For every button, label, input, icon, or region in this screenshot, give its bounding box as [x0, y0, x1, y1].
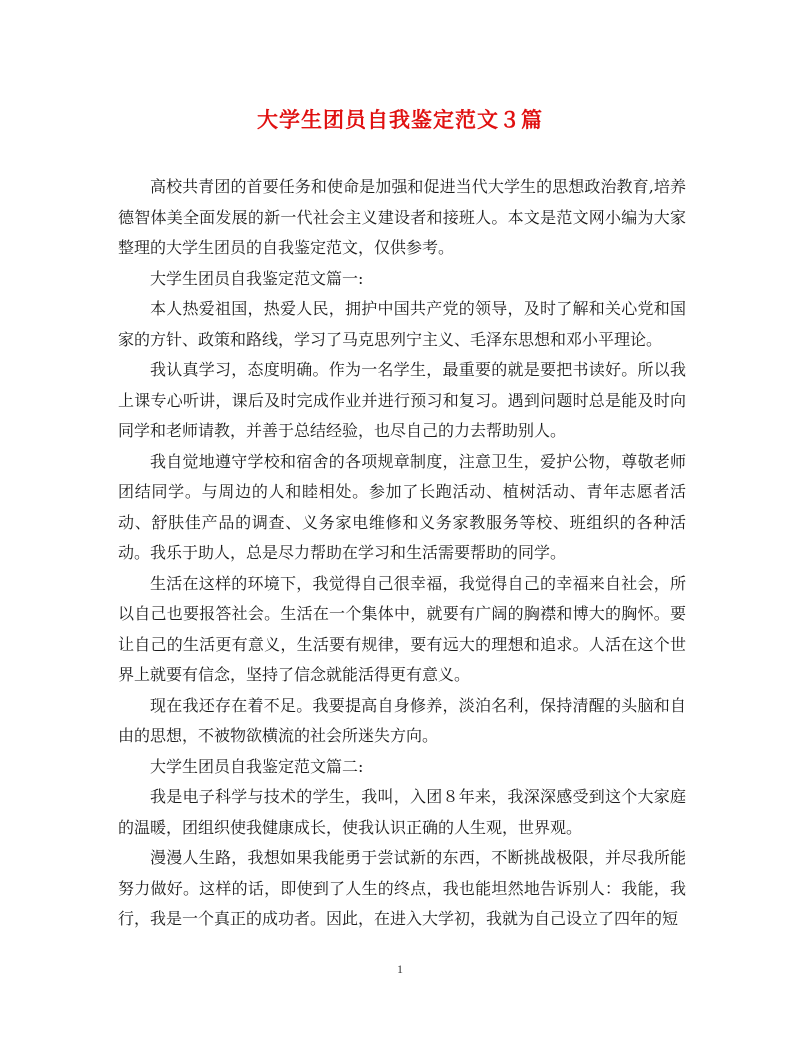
section-heading-1: 大学生团员自我鉴定范文篇一: [150, 268, 364, 288]
page-number: 1 [397, 962, 403, 976]
document-title: 大学生团员自我鉴定范文３篇 [257, 107, 543, 132]
paragraph: 漫漫人生路，我想如果我能勇于尝试新的东西，不断挑战极限，并尽我所能努力做好。这样的话，即使到了人生的终点，我也能坦然地告诉别人：我能，我行，我是一个真正的成功者。因此，在进入大学初，我就为自己设立了四年的短 [118, 848, 686, 928]
document-body [118, 172, 686, 935]
paragraph: 本人热爱祖国，热爱人民，拥护中国共产党的领导，及时了解和关心党和国家的方针、政策和路线，学习了马克思列宁主义、毛泽东思想和邓小平理论。 [118, 299, 686, 349]
paragraph: 我认真学习，态度明确。作为一名学生，最重要的就是要把书读好。所以我上课专心听讲，课后及时完成作业并进行预习和复习。遇到问题时总是能及时向同学和老师请教，并善于总结经验，也尽自己的力去帮助别人。 [118, 360, 686, 440]
paragraph: 我是电子科学与技术的学生，我叫，入团８年来，我深深感受到这个大家庭的温暖，团组织使我健康成长，使我认识正确的人生观，世界观。 [118, 787, 686, 837]
paragraph-intro: 高校共青团的首要任务和使命是加强和促进当代大学生的思想政治教育,培养德智体美全面发展的新一代社会主义建设者和接班人。本文是范文网小编为大家整理的大学生团员的自我鉴定范文，仅供参考。 [118, 177, 686, 257]
paragraph: 我自觉地遵守学校和宿舍的各项规章制度，注意卫生，爱护公物，尊敬老师团结同学。与周边的人和睦相处。参加了长跑活动、植树活动、青年志愿者活动、舒肤佳产品的调查、义务家电维修和义务家教服务等校、班组织的各种活动。我乐于助人，总是尽力帮助在学习和生活需要帮助的同学。 [118, 451, 686, 562]
section-heading-2: 大学生团员自我鉴定范文篇二: [150, 756, 364, 776]
paragraph: 生活在这样的环境下，我觉得自己很幸福，我觉得自己的幸福来自社会，所以自己也要报答社会。生活在一个集体中，就要有广阔的胸襟和博大的胸怀。要让自己的生活更有意义，生活要有规律，要有远大的理想和追求。人活在这个世界上就要有信念，坚持了信念就能活得更有意义。 [118, 573, 686, 684]
paragraph: 现在我还存在着不足。我要提高自身修养，淡泊名利，保持清醒的头脑和自由的思想，不被物欲横流的社会所迷失方向。 [118, 695, 686, 745]
